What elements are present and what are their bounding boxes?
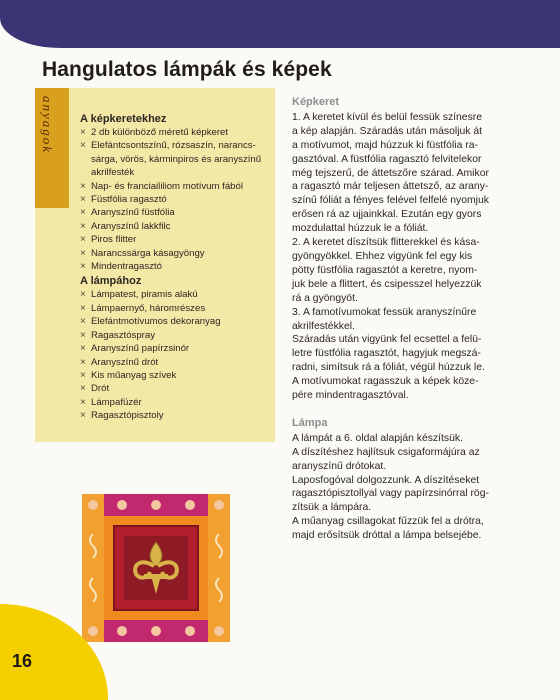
list-item: × Aranyszínű füstfólia — [80, 206, 272, 219]
text-line: a ragasztó már teljesen áttetsző, az arany- — [292, 181, 489, 193]
list-item: × Elefántmotívumos dekoranyag — [80, 315, 272, 328]
instructions — [292, 96, 532, 543]
materials-tab — [35, 88, 69, 208]
text-line: gasztóval. A füstfólia ragasztó felvitelekor — [292, 153, 482, 165]
text-line: letre füstfólia ragasztót, hagyjuk megszá- — [292, 348, 481, 360]
text-line: ragasztópisztollyal vagy papírzsinórral rög- — [292, 488, 489, 500]
text-line: A motívumokat ragasszuk a képek köze- — [292, 376, 479, 388]
list-item: × Piros flitter — [80, 233, 272, 246]
page-number: 16 — [12, 651, 33, 671]
text-line: a kép alapján. Száradás után másoljuk át — [292, 125, 483, 137]
text-line: Laposfogóval dolgozzunk. A díszítéseket — [292, 474, 480, 486]
text-line: juk bele a flittert, és csipesszel helyezzük — [292, 278, 482, 290]
text-line: 3. A famotívumokat fessük aranyszínűre — [292, 306, 477, 318]
list-item: × Füstfólia ragasztó — [80, 193, 272, 206]
text-line: aranyszínű drótokat. — [292, 460, 387, 472]
frame-heading: Képkeret — [292, 96, 340, 108]
text-line: A díszítéshez hajlítsuk csigaformájúra az — [292, 446, 480, 458]
text-line: 1. A keretet kívül és belül fessük színesre — [292, 111, 483, 123]
list-item: × Ragasztóspray — [80, 329, 272, 342]
list-item: × Mindentragasztó — [80, 260, 272, 273]
text-line: mozdulattal húzzuk le a fóliát. — [292, 223, 429, 235]
list-item: × Lámpaernyő, háromrészes — [80, 302, 272, 315]
picture-materials-heading: A képkeretekhez — [80, 113, 167, 125]
list-item: × Lámpafüzér — [80, 396, 272, 409]
text-line: 2. A keretet díszítsük flitterekkel és kása- — [292, 237, 480, 249]
list-item: × Elefántcsontszínű, rózsaszín, narancs- sárga, vörös, kárminpiros és aranyszínű akrilfesték — [80, 139, 272, 179]
list-item: × Aranyszínű drót — [80, 356, 272, 369]
list-item: × Narancssárga kásagyöngy — [80, 247, 272, 260]
text-line: akrilfestékkel. — [292, 320, 355, 332]
text-line: színű fóliát a fényes felével felfelé nyomjuk — [292, 195, 489, 207]
text-line: pötty füstfólia ragasztót a keretre, nyom- — [292, 264, 478, 276]
text-line: A műanyag csillagokat fűzzük fel a drótra, — [292, 516, 484, 528]
text-line: A lámpát a 6. oldal alapján készítsük. — [292, 432, 463, 444]
top-color-band — [0, 0, 560, 48]
text-line: gyöngyökkel. Ehhez vigyünk fel egy kis — [292, 250, 473, 262]
list-item: × 2 db különböző méretű képkeret — [80, 126, 272, 139]
text-line: még tejszerű, de áttetszőre szárad. Amikor — [292, 167, 489, 179]
materials-tab-label: anyagok — [40, 96, 55, 155]
text-line: zítsük a lámpára. — [292, 502, 372, 514]
list-item: × Lámpatest, piramis alakú — [80, 288, 272, 301]
text-line: Száradás után vigyünk fel ecsettel a felü- — [292, 334, 482, 346]
text-line: erősen rá az ujjainkkal. Ezután egy gyors — [292, 209, 482, 221]
materials-list — [80, 111, 272, 423]
list-item: × Aranyszínű lakkfilc — [80, 220, 272, 233]
text-line: majd erősítsük dróttal a lámpa belsejébe. — [292, 530, 482, 542]
list-item: × Kis műanyag szívek — [80, 369, 272, 382]
framed-fleur-de-lis-picture — [82, 494, 230, 642]
text-line: radni, simítsuk rá a fóliát, végül húzzuk le. — [292, 362, 485, 374]
list-item: × Ragasztópisztoly — [80, 409, 272, 422]
list-item: × Nap- és franciaililiom motívum fából — [80, 180, 272, 193]
page-title: Hangulatos lámpák és képek — [42, 58, 332, 81]
list-item: × Drót — [80, 382, 272, 395]
text-line: pére mindentragasztóval. — [292, 390, 409, 402]
text-line: rá a gyöngyöt. — [292, 292, 358, 304]
lamp-heading: Lámpa — [292, 416, 328, 429]
lamp-materials-heading: A lámpához — [80, 275, 142, 288]
list-item: × Aranyszínű papírzsinór — [80, 342, 272, 355]
text-line: a motívumot, majd húzzuk ki füstfólia ra- — [292, 139, 478, 151]
